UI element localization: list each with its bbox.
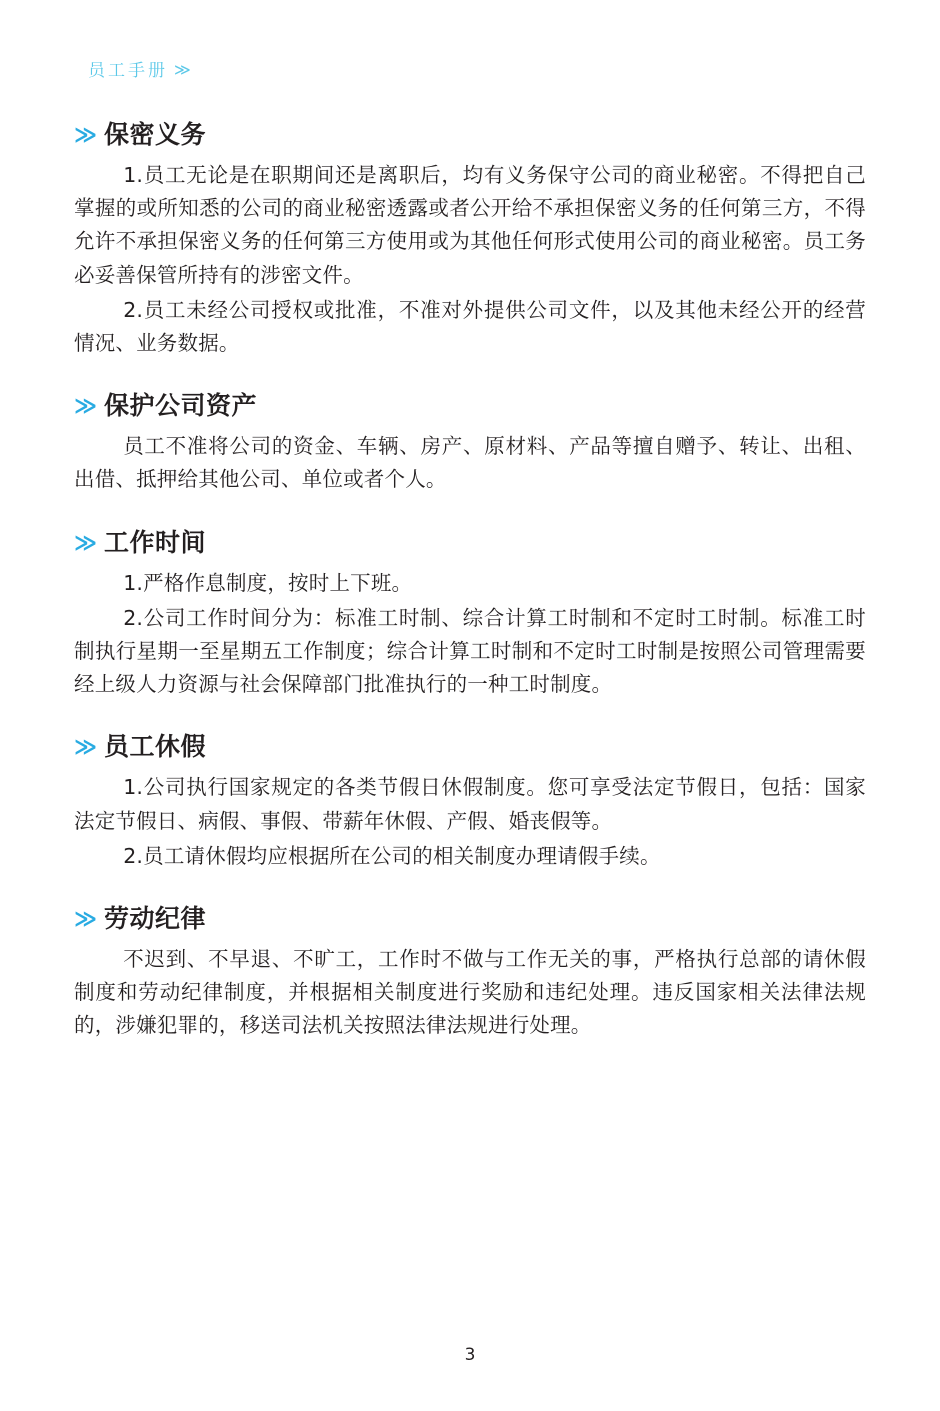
section-title: 员工休假 <box>104 732 207 762</box>
section-heading <box>74 523 866 559</box>
section-title: 保密义务 <box>104 120 207 149</box>
section-employee-leave <box>74 727 866 873</box>
section-heading <box>74 727 866 763</box>
chevron-right-icon: ≫ <box>74 530 95 556</box>
section-heading <box>74 115 866 151</box>
paragraph: 2.员工未经公司授权或批准，不准对外提供公司文件，以及其他未经公开的经营情况、业务数据。 <box>74 297 866 356</box>
chevron-right-icon: ≫ <box>174 60 189 79</box>
section-company-assets <box>74 386 866 496</box>
chevron-right-icon: ≫ <box>74 735 95 761</box>
chevron-right-icon: ≫ <box>74 123 95 148</box>
paragraph: 员工不准将公司的资金、车辆、房产、原材料、产品等擅自赠予、转让、出租、出借、抵押给其他公司、单位或者个人。 <box>74 434 866 492</box>
running-header <box>88 56 866 81</box>
section-working-hours <box>74 523 866 702</box>
section-confidentiality <box>74 115 866 360</box>
section-heading <box>74 386 866 422</box>
paragraph: 2.员工请休假均应根据所在公司的相关制度办理请假手续。 <box>123 843 661 868</box>
paragraph: 2.公司工作时间分为：标准工时制、综合计算工时制和不定时工时制。标准工时制执行星期一至星期五工作制度；综合计算工时制和不定时工时制是按照公司管理需要经上级人力资源与社会保障部门批准执行的一种工时制度。 <box>74 605 866 697</box>
page-number: 3 <box>464 1345 476 1365</box>
section-title: 劳动纪律 <box>104 904 207 934</box>
header-title: 员工手册 <box>88 61 168 81</box>
section-labor-discipline <box>74 899 866 1043</box>
chevron-right-icon: ≫ <box>74 394 95 420</box>
paragraph: 不迟到、不早退、不旷工，工作时不做与工作无关的事，严格执行总部的请休假制度和劳动纪律制度，并根据相关制度进行奖励和违纪处理。违反国家相关法律法规的，涉嫌犯罪的，移送司法机关按照法律法规进行处理。 <box>74 947 866 1038</box>
section-heading <box>74 899 866 935</box>
paragraph: 1.公司执行国家规定的各类节假日休假制度。您可享受法定节假日，包括：国家法定节假日、病假、事假、带薪年休假、产假、婚丧假等。 <box>74 775 866 833</box>
section-title: 保护公司资产 <box>104 391 258 421</box>
chevron-right-icon: ≫ <box>74 907 95 933</box>
paragraph: 1.员工无论是在职期间还是离职后，均有义务保守公司的商业秘密。不得把自己掌握的或所知悉的公司的商业秘密透露或者公开给不承担保密义务的任何第三方，不得允许不承担保密义务的任何第三方使用或为其他任何形式使用公司的商业秘密。员工务必妥善保管所持有的涉密文件。 <box>74 163 866 287</box>
section-title: 工作时间 <box>104 527 207 557</box>
paragraph: 1.严格作息制度，按时上下班。 <box>123 570 413 595</box>
